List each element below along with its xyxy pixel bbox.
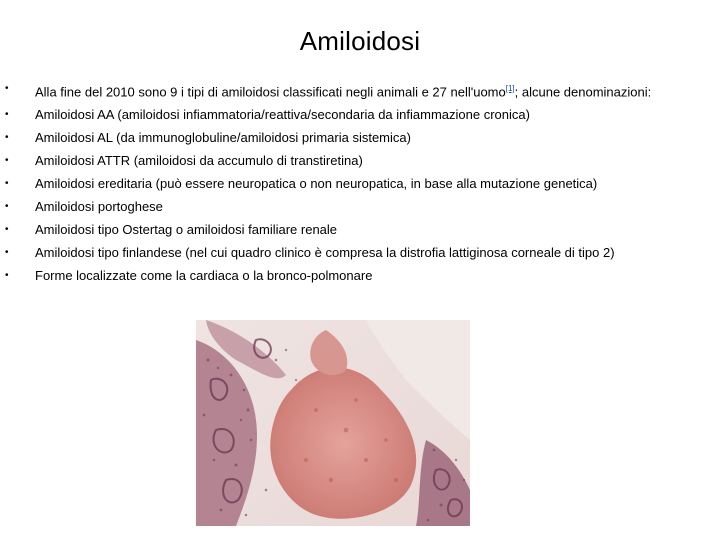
slide-title: Amiloidosi: [299, 26, 421, 56]
bullet-text: Forme localizzate come la cardiaca o la bronco-polmonare: [35, 268, 373, 284]
reference-link[interactable]: [1]: [505, 84, 515, 93]
bullet-icon: •: [5, 270, 9, 282]
histology-image: [196, 320, 470, 526]
list-item: [0, 106, 720, 123]
bullet-icon: •: [5, 132, 9, 144]
bullet-text: Amiloidosi tipo finlandese (nel cui quadro clinico è compresa la distrofia lattiginosa corneale di tipo 2): [35, 245, 615, 261]
bullet-icon: •: [5, 83, 9, 94]
list-item: [0, 221, 720, 238]
bullet-icon: •: [5, 201, 9, 213]
bullet-icon: •: [5, 109, 9, 121]
bullet-text: Amiloidosi AL (da immunoglobuline/amiloidosi primaria sistemica): [35, 130, 411, 146]
bullet-icon: •: [5, 247, 9, 259]
list-item: [0, 175, 720, 192]
bullet-text: Amiloidosi AA (amiloidosi infiammatoria/reattiva/secondaria da infiammazione cronica): [35, 107, 530, 123]
list-item: [0, 80, 720, 100]
list-item: [0, 267, 720, 284]
bullet-text: Amiloidosi portoghese: [35, 199, 163, 215]
bullet-icon: •: [5, 155, 9, 167]
bullet-text-tail: ; alcune denominazioni:: [514, 84, 652, 100]
bullet-icon: •: [5, 178, 9, 190]
bullet-text: Amiloidosi ATTR (amiloidosi da accumulo di transtiretina): [35, 153, 363, 169]
list-item: [0, 198, 720, 215]
bullet-list: [0, 80, 720, 290]
histology-micrograph: [196, 320, 470, 526]
bullet-text: Alla fine del 2010 sono 9 i tipi di amiloidosi classificati negli animali e 27 nell'uomo: [35, 84, 506, 100]
bullet-icon: •: [5, 224, 9, 236]
list-item: [0, 244, 720, 261]
bullet-text: Amiloidosi ereditaria (può essere neuropatica o non neuropatica, in base alla mutazione genetica): [35, 176, 598, 192]
list-item: [0, 129, 720, 146]
list-item: [0, 152, 720, 169]
bullet-text: Amiloidosi tipo Ostertag o amiloidosi familiare renale: [35, 222, 338, 238]
